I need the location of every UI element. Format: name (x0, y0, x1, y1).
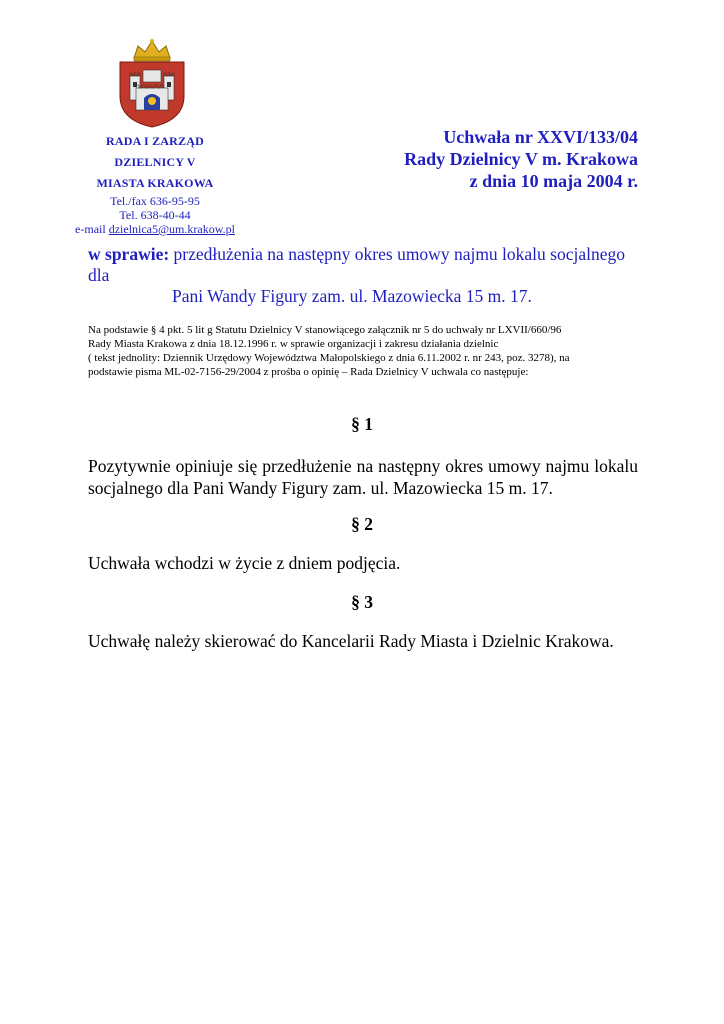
subject-line-1: przedłużenia na następny okres umowy najmu lokalu socjalnego dla (88, 244, 626, 285)
email-link[interactable]: dzielnica5@um.krakow.pl (108, 222, 235, 236)
paragraph-3-text: Uchwałę należy skierować do Kancelarii Rady Miasta i Dzielnic Krakowa. (88, 631, 614, 651)
paragraph-2-text: Uchwała wchodzi w życie z dniem podjęcia. (88, 553, 401, 573)
basis-line-2: Rady Miasta Krakowa z dnia 18.12.1996 r. w sprawie organizacji i zakresu działania dzielnic (88, 338, 499, 350)
paragraph-1-text: Pozytywnie opiniuje się przedłużenie na następny okres umowy najmu lokalu socjalnego dla Pani Wandy Figury zam. ul. Mazowiecka 15 m. 17. (88, 456, 638, 498)
subject-label: w sprawie: (88, 244, 170, 264)
paragraph-1-heading: § 1 (351, 414, 373, 434)
tel: Tel. 638-40-44 (119, 208, 191, 222)
org-line-1: RADA I ZARZĄD (106, 134, 204, 148)
resolution-title: Uchwała nr XXVI/133/04 (443, 127, 638, 147)
krakow-coat-of-arms-icon (116, 38, 188, 128)
paragraph-3-heading: § 3 (351, 592, 373, 612)
resolution-header (308, 126, 638, 192)
basis-line-1: Na podstawie § 4 pkt. 5 lit g Statutu Dzielnicy V stanowiącego załącznik nr 5 do uchwały nr LXVII/660/96 (88, 324, 562, 336)
council-name: Rady Dzielnicy V m. Krakowa (404, 149, 638, 169)
tel-fax: Tel./fax 636-95-95 (110, 194, 200, 208)
paragraph-2-heading: § 2 (351, 514, 373, 534)
subject-line-2: Pani Wandy Figury zam. ul. Mazowiecka 15 m. 17. (172, 286, 532, 306)
subject (88, 244, 648, 307)
resolution-date: z dnia 10 maja 2004 r. (469, 171, 638, 191)
org-line-2: DZIELNICY V (114, 155, 196, 169)
basis-line-3: ( tekst jednolity: Dziennik Urzędowy Województwa Małopolskiego z dnia 6.11.2002 r. nr 243, poz. 3278), na (88, 352, 570, 364)
issuer-block (60, 131, 250, 236)
legal-basis (88, 323, 638, 379)
email-label: e-mail (75, 222, 109, 236)
email-line (60, 222, 250, 236)
basis-line-4: podstawie pisma ML-02-7156-29/2004 z prośba o opinię – Rada Dzielnicy V uchwala co następuje: (88, 366, 529, 378)
org-line-3: MIASTA KRAKOWA (96, 176, 214, 190)
